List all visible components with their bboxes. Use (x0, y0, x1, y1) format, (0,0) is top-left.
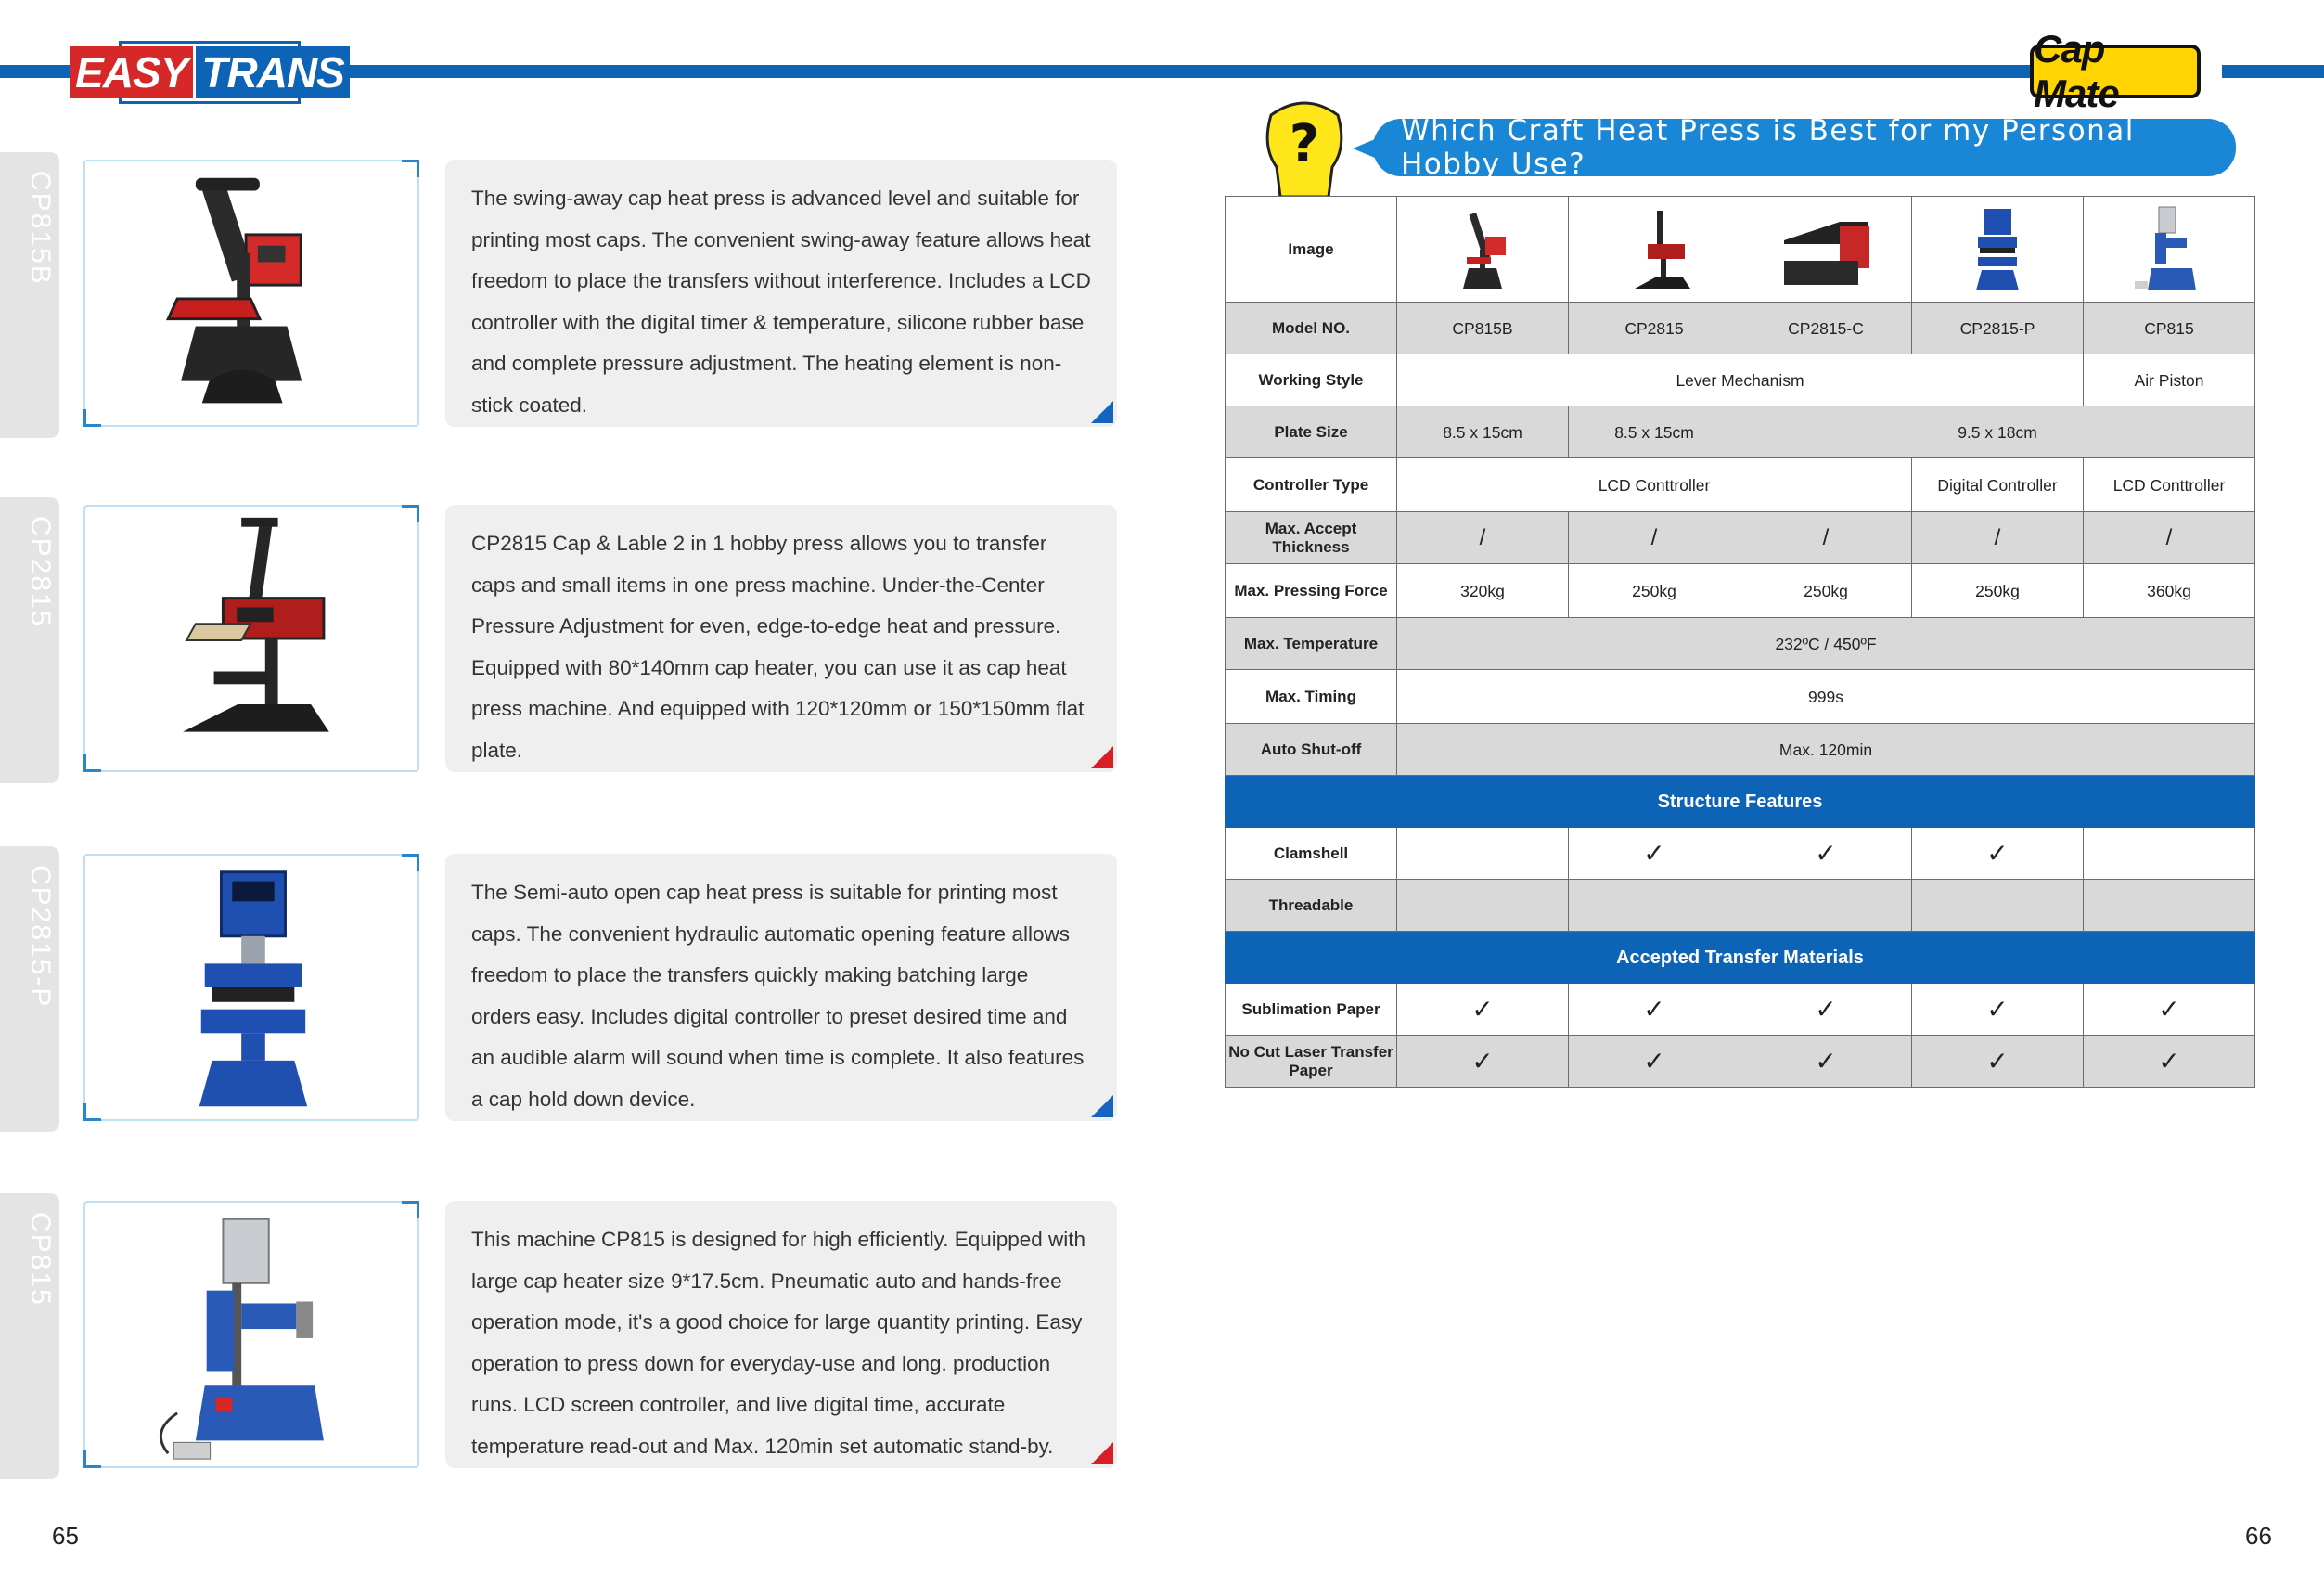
thickness-value: / (1912, 512, 2084, 564)
row-label: Working Style (1226, 354, 1397, 406)
check-cell: ✓ (1569, 1036, 1740, 1088)
row-working-style (1226, 354, 2255, 406)
pneumatic-press-icon (2118, 203, 2220, 296)
model-name: CP2815-P (1912, 303, 2084, 354)
question-mascot-icon (1258, 97, 1351, 197)
row-label: Clamshell (1226, 828, 1397, 880)
comparison-table (1225, 196, 2255, 1088)
working-style-lever: Lever Mechanism (1397, 354, 2084, 406)
product-description-cp2815-p: The Semi-auto open cap heat press is suitable for printing most caps. The convenient hydraulic automatic opening feature allows freedom to place the transfers quickly making batching large orders easy. Includes digital controller to preset desired time and an audible alarm will sound when time is complete. It also features a cap hold down device. (445, 854, 1117, 1121)
plate-size-value: 8.5 x 15cm (1569, 406, 1740, 458)
row-max-thickness (1226, 512, 2255, 564)
model-image-cp2815-c (1740, 197, 1912, 303)
controller-value: LCD Conttroller (2084, 458, 2255, 512)
check-cell: ✓ (1740, 984, 1912, 1036)
check-cell: ✓ (1740, 828, 1912, 880)
row-model-no (1226, 303, 2255, 354)
pneumatic-press-icon (85, 1203, 417, 1466)
side-tab-cp2815-p: CP2815-P (0, 846, 59, 1132)
corner-accent (1091, 1442, 1113, 1464)
corner-accent (1091, 401, 1113, 423)
row-label: No Cut Laser Transfer Paper (1226, 1036, 1397, 1088)
thickness-value: / (1740, 512, 1912, 564)
product-description-cp815: This machine CP815 is designed for high efficiently. Equipped with large cap heater size 9*17.5cm. Pneumatic auto and hands-free operation mode, it's a good choice for large quantity printing. Easy operation to press down for everyday-use and long. production runs. LCD screen controller, and live digital time, accurate temperature read-out and Max. 120min set automatic stand-by. (445, 1201, 1117, 1468)
model-image-cp2815-p (1912, 197, 2084, 303)
model-name: CP2815-C (1740, 303, 1912, 354)
row-label: Image (1226, 197, 1397, 303)
check-cell: ✓ (1912, 828, 2084, 880)
check-cell (2084, 880, 2255, 932)
side-tab-cp2815: CP2815 (0, 497, 59, 783)
clamshell-press-icon (1775, 203, 1877, 296)
timing-value: 999s (1397, 670, 2255, 724)
row-sublimation-paper (1226, 984, 2255, 1036)
row-image (1226, 197, 2255, 303)
plate-size-value: 8.5 x 15cm (1397, 406, 1569, 458)
page-number-left: 65 (52, 1522, 79, 1550)
row-threadable (1226, 880, 2255, 932)
hobby-press-icon (85, 507, 417, 770)
plate-size-value: 9.5 x 18cm (1740, 406, 2255, 458)
thickness-value: / (1569, 512, 1740, 564)
row-label: Max. Pressing Force (1226, 564, 1397, 618)
row-label: Controller Type (1226, 458, 1397, 512)
check-cell: ✓ (1569, 984, 1740, 1036)
force-value: 250kg (1912, 564, 2084, 618)
side-tab-cp815b: CP815B (0, 152, 59, 438)
temperature-value: 232ºC / 450ºF (1397, 618, 2255, 670)
row-label: Auto Shut-off (1226, 724, 1397, 776)
controller-value: LCD Conttroller (1397, 458, 1912, 512)
row-label: Max. Timing (1226, 670, 1397, 724)
row-no-cut-laser-transfer-paper (1226, 1036, 2255, 1088)
row-max-timing (1226, 670, 2255, 724)
model-name: CP815B (1397, 303, 1569, 354)
thickness-value: / (1397, 512, 1569, 564)
row-label: Threadable (1226, 880, 1397, 932)
check-cell: ✓ (1397, 984, 1569, 1036)
force-value: 360kg (2084, 564, 2255, 618)
check-cell (1740, 880, 1912, 932)
section-title: Accepted Transfer Materials (1226, 932, 2255, 984)
force-value: 250kg (1740, 564, 1912, 618)
check-cell (2084, 828, 2255, 880)
check-cell: ✓ (1912, 1036, 2084, 1088)
check-cell: ✓ (1397, 1036, 1569, 1088)
check-cell (1569, 880, 1740, 932)
row-controller-type (1226, 458, 2255, 512)
corner-accent (1091, 1095, 1113, 1117)
row-label: Max. Accept Thickness (1226, 512, 1397, 564)
semi-auto-press-icon (85, 856, 417, 1119)
row-label: Sublimation Paper (1226, 984, 1397, 1036)
product-description-cp815b: The swing-away cap heat press is advanced level and suitable for printing most caps. The convenient swing-away feature allows heat freedom to place the transfers without interference. Includes a LCD controller with the digital timer & temperature, silicone rubber base and complete pressure adjustment. The heating element is non-stick coated. (445, 160, 1117, 427)
row-clamshell (1226, 828, 2255, 880)
check-cell (1912, 880, 2084, 932)
model-image-cp815 (2084, 197, 2255, 303)
check-cell: ✓ (1912, 984, 2084, 1036)
side-tab-cp815: CP815 (0, 1193, 59, 1479)
shutoff-value: Max. 120min (1397, 724, 2255, 776)
check-cell (1397, 828, 1569, 880)
product-description-cp2815: CP2815 Cap & Lable 2 in 1 hobby press allows you to transfer caps and small items in one press machine. Under-the-Center Pressure Adjustment for even, edge-to-edge heat and pressure. Equipped with 80*140mm cap heater, you can use it as cap heat press machine. And equipped with 120*120mm or 150*150mm flat plate. (445, 505, 1117, 772)
row-auto-shutoff (1226, 724, 2255, 776)
check-cell: ✓ (1740, 1036, 1912, 1088)
product-image-cp2815-p (83, 854, 419, 1121)
check-cell: ✓ (2084, 984, 2255, 1036)
header-bar-main (315, 65, 2036, 78)
row-max-pressing-force (1226, 564, 2255, 618)
banner-title: Which Craft Heat Press is Best for my Personal Hobby Use? (1373, 119, 2236, 176)
model-name: CP2815 (1569, 303, 1740, 354)
force-value: 320kg (1397, 564, 1569, 618)
corner-accent (1091, 746, 1113, 768)
thickness-value: / (2084, 512, 2255, 564)
check-cell (1397, 880, 1569, 932)
page-number-right: 66 (2245, 1522, 2272, 1550)
easytrans-logo: EASY TRANS (119, 41, 301, 104)
product-image-cp2815 (83, 505, 419, 772)
row-plate-size (1226, 406, 2255, 458)
row-max-temperature (1226, 618, 2255, 670)
model-image-cp815b (1397, 197, 1569, 303)
working-style-air: Air Piston (2084, 354, 2255, 406)
capmate-logo: Cap Mate (2030, 45, 2201, 98)
row-label: Plate Size (1226, 406, 1397, 458)
section-accepted-transfer-materials (1226, 932, 2255, 984)
product-image-cp815b (83, 160, 419, 427)
force-value: 250kg (1569, 564, 1740, 618)
check-cell: ✓ (2084, 1036, 2255, 1088)
header-bar-right (2222, 65, 2324, 78)
section-structure-features (1226, 776, 2255, 828)
swing-away-press-icon (1432, 203, 1534, 296)
section-title: Structure Features (1226, 776, 2255, 828)
row-label: Model NO. (1226, 303, 1397, 354)
semi-auto-press-icon (1946, 203, 2048, 296)
swing-away-press-icon (85, 161, 417, 425)
question-mark: ? (1289, 114, 1320, 174)
row-label: Max. Temperature (1226, 618, 1397, 670)
model-image-cp2815 (1569, 197, 1740, 303)
model-name: CP815 (2084, 303, 2255, 354)
check-cell: ✓ (1569, 828, 1740, 880)
product-image-cp815 (83, 1201, 419, 1468)
hobby-press-icon (1603, 203, 1705, 296)
controller-value: Digital Controller (1912, 458, 2084, 512)
